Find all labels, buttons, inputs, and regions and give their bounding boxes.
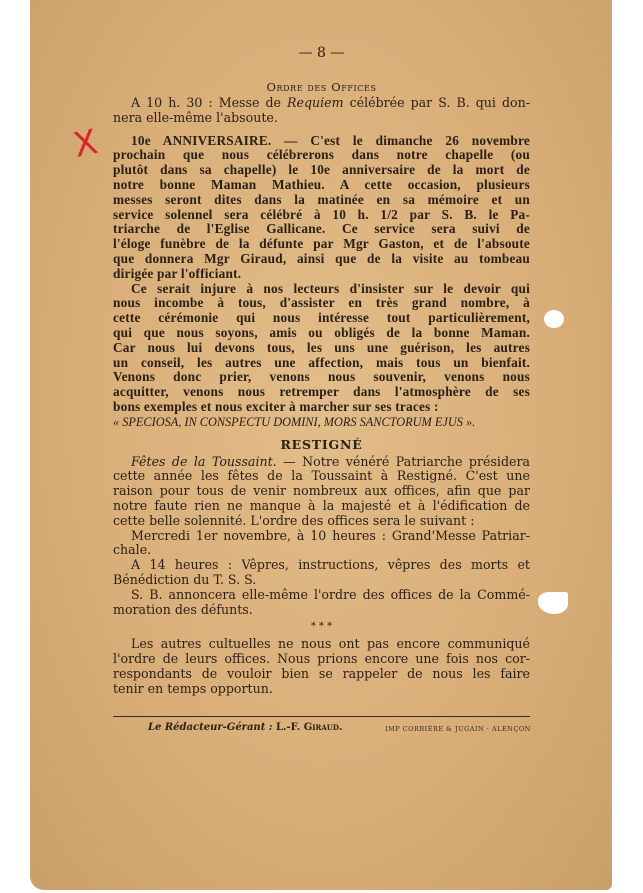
text-line: 10e ANNIVERSAIRE. — C'est le dimanche 26 novembre <box>131 132 530 148</box>
text-line: notre faute rien ne manque à la majesté et à l'édification de <box>113 497 530 513</box>
text-line: raison pour tous de venir nombreux aux offices, afin que par <box>113 483 530 499</box>
text-line: Les autres cultuelles ne nous ont pas encore communiqué <box>131 636 530 652</box>
text-line: respondants de vouloir bien se rappeler de nous les faire <box>113 665 530 681</box>
text-line: plutôt dans sa chapelle) le 10e anniversaire de la mort de <box>113 162 530 178</box>
text-line: prochain que nous célébrerons dans notre chapelle (ou <box>113 147 530 163</box>
text-line: cette belle solennité. L'ordre des offices sera le suivant : <box>113 512 475 528</box>
text-line: messes seront dites dans la matinée en sa mémoire et un <box>113 191 530 207</box>
paragraph-commemoration <box>113 588 530 618</box>
text-line: Bénédiction du T. S. S. <box>113 571 257 587</box>
paragraph-mass-time <box>113 96 530 126</box>
text-line: Venons donc prier, venons nous souvenir, venons nous <box>113 369 530 385</box>
footer-rule <box>113 716 530 717</box>
footer-label: Le Rédacteur-Gérant : <box>148 722 273 733</box>
paragraph-afternoon <box>113 558 530 588</box>
text-line: que donnera Mgr Giraud, ainsi que de la visite au tombeau <box>113 250 530 266</box>
text-line: Ce serait injure à nos lecteurs d'insister sur le devoir qui <box>131 280 530 296</box>
text-line: Mercredi 1er novembre, à 10 heures : Grand'Messe Patriar- <box>131 527 530 543</box>
asterism: * * * <box>310 621 333 633</box>
text-line: A 10 h. 30 : Messe de Requiem célébrée par S. B. qui don- <box>131 95 530 110</box>
text-line: cette année les fêtes de la Toussaint à Restigné. C'est une <box>113 468 530 484</box>
italic-lead: Fêtes de la Toussaint. <box>131 453 277 469</box>
latin-quote: « SPECIOSA, IN CONSPECTU DOMINI, MORS SANCTORUM EJUS ». <box>113 414 476 429</box>
paragraph-other-cults <box>113 637 530 696</box>
text-line: tenir en temps opportun. <box>113 680 273 696</box>
paper-hole <box>544 310 564 328</box>
text-line: S. B. annoncera elle-même l'ordre des offices de la Commé- <box>131 586 530 602</box>
text-line: notre bonne Maman Mathieu. A cette occasion, plusieurs <box>113 176 530 192</box>
text-line: l'éloge funèbre de la défunte par Mgr Gaston, et de l'absoute <box>113 236 530 252</box>
paragraph-toussaint <box>113 455 530 529</box>
text-line: chale. <box>113 542 152 558</box>
text-line: Car nous lui devons tous, les uns une guérison, les autres <box>113 339 530 355</box>
italic-word: Requiem <box>287 95 344 110</box>
red-pencil-mark: X <box>70 122 102 166</box>
printer-imprint: IMP CORBIÈRE & JUGAIN · ALENÇON <box>385 725 531 733</box>
text-line: dirigée par l'officiant. <box>113 265 242 281</box>
section-heading-restigne: RESTIGNÉ <box>280 436 363 452</box>
text-line: acquitter, venons nous retremper dans l'atmosphère de ses <box>113 384 530 400</box>
text-line: l'ordre de leurs offices. Nous prions encore une fois nos cor- <box>113 651 530 667</box>
paper-tear <box>538 592 568 614</box>
paragraph-wednesday <box>113 529 530 559</box>
text-line: moration des défunts. <box>113 601 253 617</box>
text-line: service solennel sera célébré à 10 h. 1/2 par S. B. le Pa- <box>113 206 530 222</box>
paragraph-anniversary <box>113 134 530 282</box>
text-line: nous incombe à tous, d'assister en très grand nombre, à <box>113 295 530 311</box>
text-line: A 14 heures : Vêpres, instructions, vêpres des morts et <box>131 557 530 573</box>
text-line: cette cérémonie qui nous intéresse tout particulièrement, <box>113 310 530 326</box>
page-number: — 8 — <box>298 45 345 61</box>
text-line: qui que nous soyons, amis ou obligés de la bonne Maman. <box>113 324 530 340</box>
paragraph-invitation <box>113 282 530 415</box>
footer-editor-name: L.-F. Giraud. <box>275 722 343 733</box>
text-line: Fêtes de la Toussaint. — Notre vénéré Patriarche présidera <box>131 453 531 469</box>
footer-editor <box>148 722 342 733</box>
text-line: nera elle-même l'absoute. <box>113 109 278 125</box>
body-column <box>113 96 530 696</box>
section-title: Ordre des Offices <box>266 80 377 94</box>
text-line: bons exemples et nous exciter à marcher sur ses traces : <box>113 398 439 414</box>
text-line: triarche de l'Eglise Gallicane. Ce service sera suivi de <box>113 221 530 237</box>
text-line: un conseil, les autres une affection, mais tous un bienfait. <box>113 354 530 370</box>
